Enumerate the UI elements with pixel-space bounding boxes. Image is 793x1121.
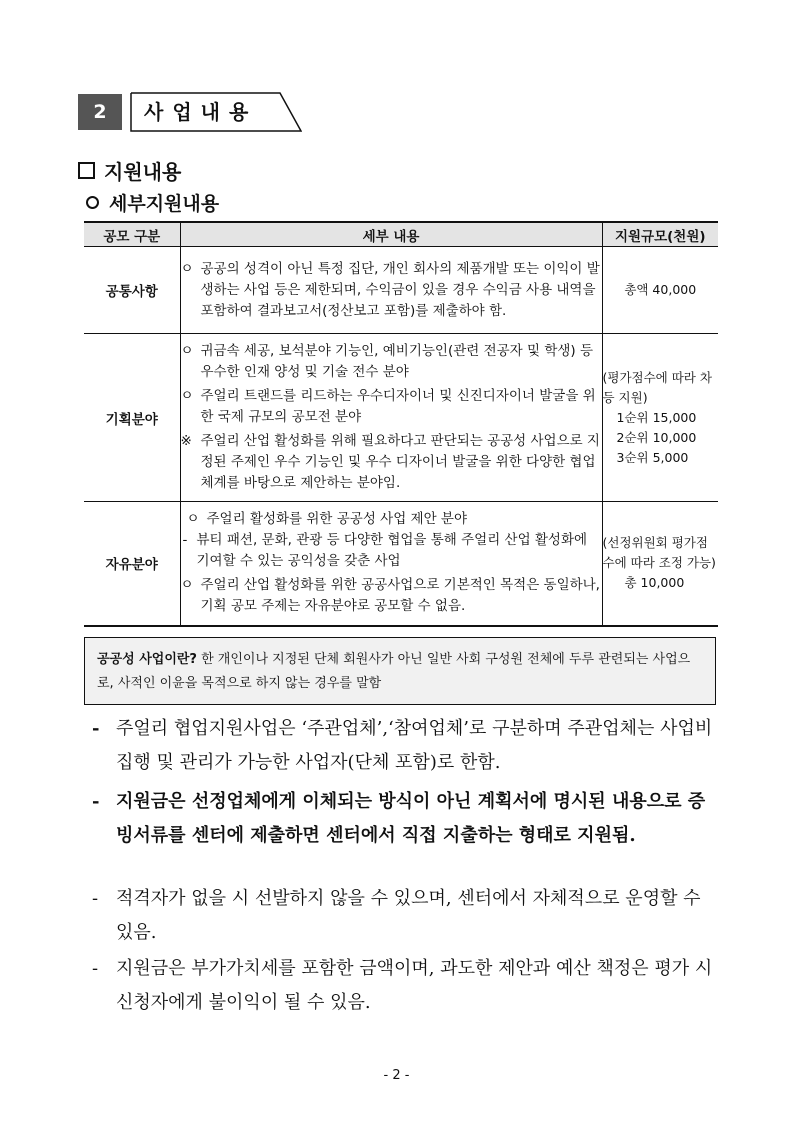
section-title-box (130, 92, 302, 132)
checkbox-square-icon (78, 162, 95, 179)
table-header: 지원규모(천원) (602, 222, 718, 247)
page-number: - 2 - (383, 1068, 410, 1083)
detail-note (181, 431, 602, 494)
paragraph-text: 적격자가 없을 시 선발하지 않을 수 있으며, 센터에서 자체적으로 운영할 수 있음. (116, 888, 701, 943)
detail-item (181, 386, 602, 428)
detail-cell (180, 502, 602, 626)
public-project-definition-box (84, 637, 716, 705)
table-row (84, 502, 718, 626)
scale-total: 총 10,000 (624, 575, 685, 591)
category-cell: 기획분야 (84, 334, 180, 502)
paragraph-text: 지원금은 부가가치세를 포함한 금액이며, 과도한 제안과 예산 책정은 평가 시 신청자에게 불이익이 될 수 있음. (116, 958, 713, 1013)
detail-item (181, 259, 602, 322)
bullet-icon: ㅇ (180, 260, 194, 277)
bullet-icon: ㅇ (180, 343, 194, 359)
scale-rank: 3순위 5,000 (616, 449, 689, 465)
category-cell: 자유분야 (84, 502, 180, 626)
detail-text: 주얼리 활성화를 위한 공공성 사업 제안 분야 (206, 511, 467, 528)
scale-cell (602, 247, 718, 334)
category-cell: 공통사항 (84, 247, 180, 334)
table-row (84, 247, 718, 334)
scale-rank: 2순위 10,000 (616, 429, 697, 445)
bullet-icon: ㅇ (180, 388, 194, 404)
detail-sub-item (181, 530, 602, 572)
heading-detail-support (86, 189, 219, 216)
scale-text: (평가점수에 따라 차등 지원) (602, 369, 712, 405)
scale-rank: 1순위 15,000 (616, 409, 697, 425)
heading2-text: 세부지원내용 (109, 193, 220, 215)
scale-text: 총액 40,000 (624, 282, 697, 297)
paragraph-item (92, 712, 722, 780)
detail-item (181, 341, 602, 383)
dash-bullet-icon: - (92, 718, 100, 739)
heading-support-content (78, 156, 181, 185)
paragraph-text: 주얼리 협업지원사업은 ‘주관업체’,‘참여업체’로 구분하며 주관업체는 사업비 집행 및 관리가 가능한 사업자(단체 포함)로 한함. (116, 718, 713, 773)
bullet-icon: ㅇ (180, 577, 194, 594)
detail-text: 공공의 성격이 아닌 특정 집단, 개인 회사의 제품개발 또는 이익이 발생하는 사업 등은 제한되며, 수익금이 있을 경우 수익금 사용 내역을 포함하여 결과보고서(정산보고 포함)를 제출하야 함. (200, 260, 600, 319)
detail-sub-text: 뷰티 패션, 문화, 관광 등 다양한 협업을 통해 주얼리 산업 활성화에 기여할 수 있는 공익성을 갖춘 사업 (196, 532, 588, 570)
note-term: 공공성 사업이란? (97, 652, 197, 667)
dash-bullet-icon: - (182, 532, 188, 549)
circle-bullet-icon (86, 196, 99, 209)
detail-item (181, 509, 602, 530)
detail-text: 주얼리 산업 활성화를 위한 공공사업으로 기본적인 목적은 동일하나, 기획 공모 주제는 자유분야로 공모할 수 없음. (200, 577, 600, 615)
heading1-text: 지원내용 (104, 160, 182, 184)
note-text: 한 개인이나 지정된 단체 회원사가 아닌 일반 사회 구성원 전체에 두루 관련되는 사업으로, 사적인 이윤을 목적으로 하지 않는 경우를 말함 (97, 652, 691, 691)
dash-bullet-icon: - (92, 888, 99, 909)
detail-item (181, 575, 602, 617)
paragraph-item (92, 785, 722, 853)
table-row (84, 334, 718, 502)
paragraph-item (92, 952, 722, 1020)
detail-cell (180, 334, 602, 502)
detail-text: 주얼리 트랜드를 리드하는 우수디자이너 및 신진디자이너 발굴을 위한 국제 규모의 공모전 분야 (200, 388, 596, 425)
scale-cell (602, 334, 718, 502)
dash-bullet-icon: - (92, 791, 100, 812)
detail-cell (180, 247, 602, 334)
detail-text: 귀금속 세공, 보석분야 기능인, 예비기능인(관련 전공자 및 학생) 등 우수한 인재 양성 및 기술 전수 분야 (200, 343, 594, 380)
section-title: 사업내용 (144, 100, 258, 124)
table-header: 공모 구분 (84, 222, 180, 247)
section-number: 2 (78, 94, 122, 130)
support-table (84, 221, 718, 627)
scale-text: (선정위원회 평가점수에 따라 조정 가능) (602, 535, 716, 571)
paragraph-text: 지원금은 선정업체에게 이체되는 방식이 아닌 계획서에 명시된 내용으로 증빙서류를 센터에 제출하면 센터에서 직접 지출하는 형태로 지원됨. (116, 791, 706, 846)
reference-mark-icon: ※ (180, 433, 192, 449)
section-header (78, 92, 303, 132)
table-header-row (84, 222, 718, 247)
table-header: 세부 내용 (180, 222, 602, 247)
bullet-icon: ㅇ (186, 511, 200, 528)
detail-note-text: 주얼리 산업 활성화를 위해 필요하다고 판단되는 공공성 사업으로 지정된 주제인 우수 기능인 및 우수 디자이너 발굴을 위한 다양한 협업체계를 바탕으로 제안하는 분야임. (200, 433, 600, 491)
scale-cell (602, 502, 718, 626)
paragraph-item (92, 882, 722, 950)
dash-bullet-icon: - (92, 958, 99, 979)
